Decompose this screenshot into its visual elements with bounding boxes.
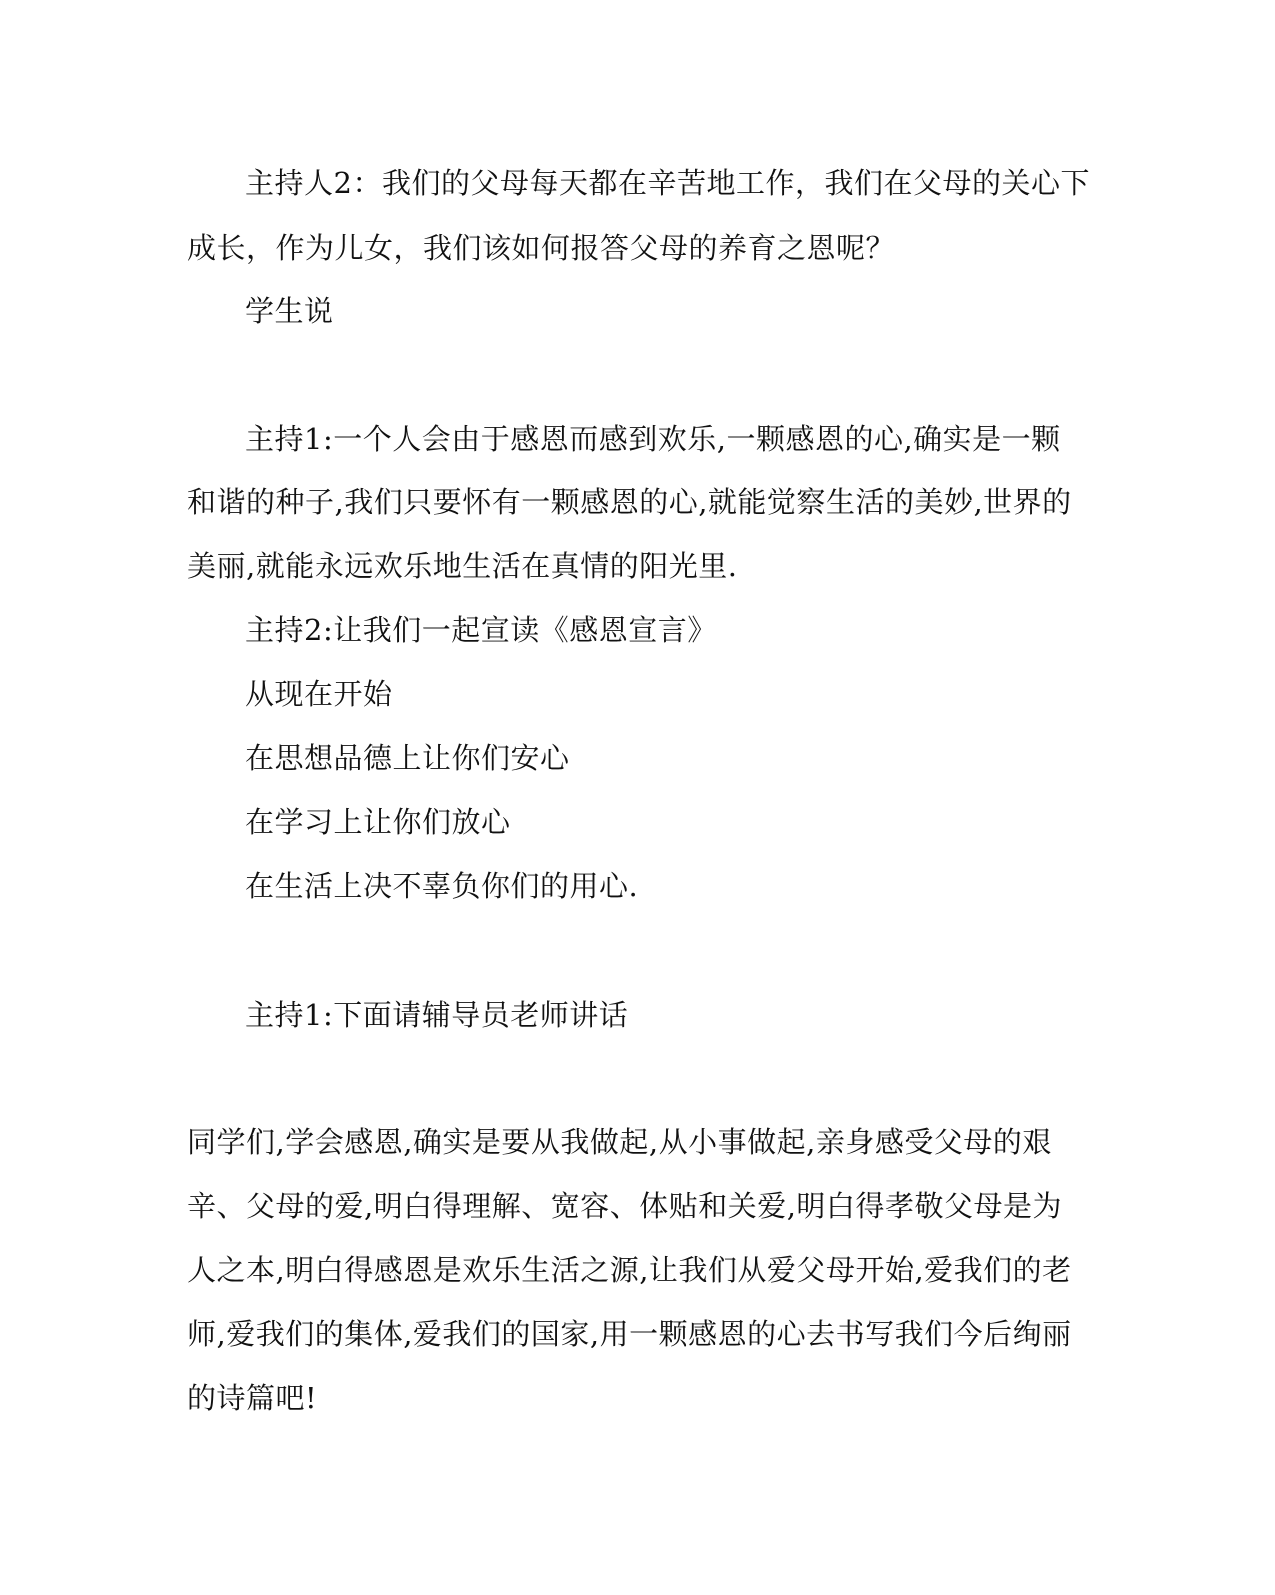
declaration-line-4: 在生活上决不辜负你们的用心.	[245, 869, 639, 903]
teacher-speech-line-2: 辛、父母的爱,明白得理解、宽容、体贴和关爱,明白得孝敬父母是为	[187, 1189, 1062, 1223]
teacher-speech-line-3: 人之本,明白得感恩是欢乐生活之源,让我们从爱父母开始,爱我们的老	[187, 1253, 1072, 1287]
declaration-line-3: 在学习上让你们放心	[245, 805, 511, 839]
declaration-line-1: 从现在开始	[245, 677, 393, 711]
host2-question-line-2: 成长，作为儿女，我们该如何报答父母的养育之恩呢？	[187, 231, 896, 265]
students-speak: 学生说	[245, 294, 334, 328]
host2-declaration: 主持2:让我们一起宣读《感恩宣言》	[245, 613, 717, 647]
declaration-line-2: 在思想品德上让你们安心	[245, 741, 570, 775]
host1-teacher-intro: 主持1:下面请辅导员老师讲话	[245, 998, 629, 1032]
host1-gratitude-line-1: 主持1:一个人会由于感恩而感到欢乐,一颗感恩的心,确实是一颗	[245, 422, 1061, 456]
teacher-speech-line-4: 师,爱我们的集体,爱我们的国家,用一颗感恩的心去书写我们今后绚丽	[187, 1317, 1072, 1351]
teacher-speech-line-1: 同学们,学会感恩,确实是要从我做起,从小事做起,亲身感受父母的艰	[187, 1125, 1052, 1159]
host1-gratitude-line-3: 美丽,就能永远欢乐地生活在真情的阳光里.	[187, 549, 738, 583]
teacher-speech-line-5: 的诗篇吧!	[187, 1381, 318, 1415]
host1-gratitude-line-2: 和谐的种子,我们只要怀有一颗感恩的心,就能觉察生活的美妙,世界的	[187, 485, 1072, 519]
host2-question-line-1: 主持人2：我们的父母每天都在辛苦地工作，我们在父母的关心下	[245, 166, 1090, 200]
